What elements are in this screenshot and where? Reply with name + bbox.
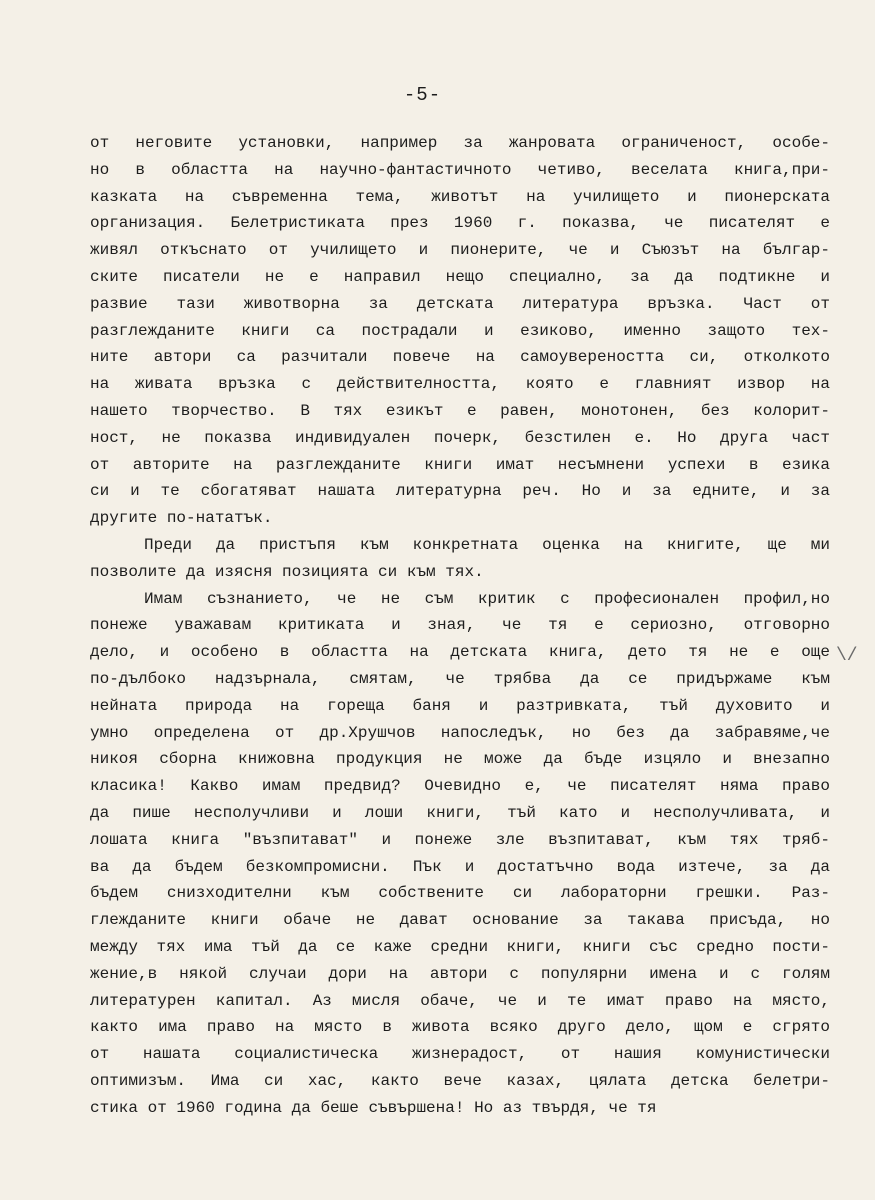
text-line: си и те сбогатяват нашата литературна реч. Но и за едните, и за bbox=[90, 482, 830, 501]
text-line: на живата връзка с действителността, която е главният извор на bbox=[90, 375, 830, 394]
text-line: нейната природа на гореща баня и разтривката, тъй духовито и bbox=[90, 696, 830, 715]
text-line: литературен капитал. Аз мисля обаче, че и те имат право на място, bbox=[90, 991, 830, 1010]
text-line: но в областта на научно-фантастичното четиво, веселата книга,при- bbox=[90, 160, 830, 179]
text-line: Преди да пристъпя към конкретната оценка на книгите, ще ми bbox=[144, 535, 830, 554]
text-line: по-дълбоко надзърнала, смятам, че трябва да се придържаме към bbox=[90, 669, 830, 688]
text-line: бъдем снизходителни към собствените си лабораторни грешки. Раз- bbox=[90, 884, 830, 903]
text-line: стика от 1960 година да беше съвършена! Но аз твърдя, че тя bbox=[90, 1098, 657, 1117]
margin-mark: \/ bbox=[836, 646, 858, 666]
text-line: организация. Белетристиката през 1960 г. показва, че писателят е bbox=[90, 214, 830, 233]
body-text bbox=[90, 130, 830, 1121]
text-line: умно определена от др.Хрушчов напоследък, но без да забравяме,че bbox=[90, 723, 830, 742]
text-line: глежданите книги обаче не дават основание за такава присъда, но bbox=[90, 911, 830, 930]
text-line: казката на съвременна тема, животът на училището и пионерската bbox=[90, 187, 830, 206]
text-line: дело, и особено в областта на детската книга, дето тя не е още bbox=[90, 643, 830, 662]
text-line: разглежданите книги са пострадали и езиково, именно защото тех- bbox=[90, 321, 830, 340]
text-line: да пише несполучливи и лоши книги, тъй като и несполучливата, и bbox=[90, 803, 830, 822]
text-line: другите по-нататък. bbox=[90, 509, 273, 528]
text-line: никоя сборна книжовна продукция не може да бъде изцяло и внезапно bbox=[90, 750, 830, 769]
text-line: ност, не показва индивидуален почерк, безстилен е. Но друга част bbox=[90, 428, 830, 447]
text-line: оптимизъм. Има си хас, както вече казах, цялата детска белетри- bbox=[90, 1071, 830, 1090]
text-line: ва да бъдем безкомпромисни. Пък и достатъчно вода изтече, за да bbox=[90, 857, 830, 876]
text-line: от неговите установки, например за жанровата ограниченост, особе- bbox=[90, 134, 830, 152]
text-line: нашето творчество. В тях езикът е равен, монотонен, без колорит- bbox=[90, 401, 830, 420]
text-line: Имам съзнанието, че не съм критик с професионален профил,но bbox=[144, 589, 830, 608]
text-line: от нашата социалистическа жизнерадост, от нашия комунистически bbox=[90, 1045, 830, 1064]
text-line: ните автори са разчитали повече на самоувереността си, отколкото bbox=[90, 348, 830, 367]
text-line: развие тази животворна за детската литература връзка. Част от bbox=[90, 294, 830, 313]
text-line: от авторите на разглежданите книги имат несъмнени успехи в езика bbox=[90, 455, 830, 474]
text-line: живял откъснато от училището и пионерите, че и Съюзът на българ- bbox=[90, 241, 830, 260]
text-line: както има право на място в живота всяко друго дело, щом е сгрято bbox=[90, 1018, 830, 1037]
text-line: ските писатели не е направил нещо специално, за да подтикне и bbox=[90, 267, 830, 286]
page-number: -5- bbox=[403, 84, 442, 106]
text-line: класика! Какво имам предвид? Очевидно е, че писателят няма право bbox=[90, 777, 830, 796]
text-line: позволите да изясня позицията си към тях. bbox=[90, 562, 484, 581]
text-line: лошата книга "възпитават" и понеже зле възпитават, към тях тряб- bbox=[90, 830, 830, 849]
text-line: между тях има тъй да се каже средни книги, книги със средно пости- bbox=[90, 937, 830, 956]
text-line: жение,в някой случаи дори на автори с популярни имена и с голям bbox=[90, 964, 830, 983]
text-line: понеже уважавам критиката и зная, че тя е сериозно, отговорно bbox=[90, 616, 830, 635]
